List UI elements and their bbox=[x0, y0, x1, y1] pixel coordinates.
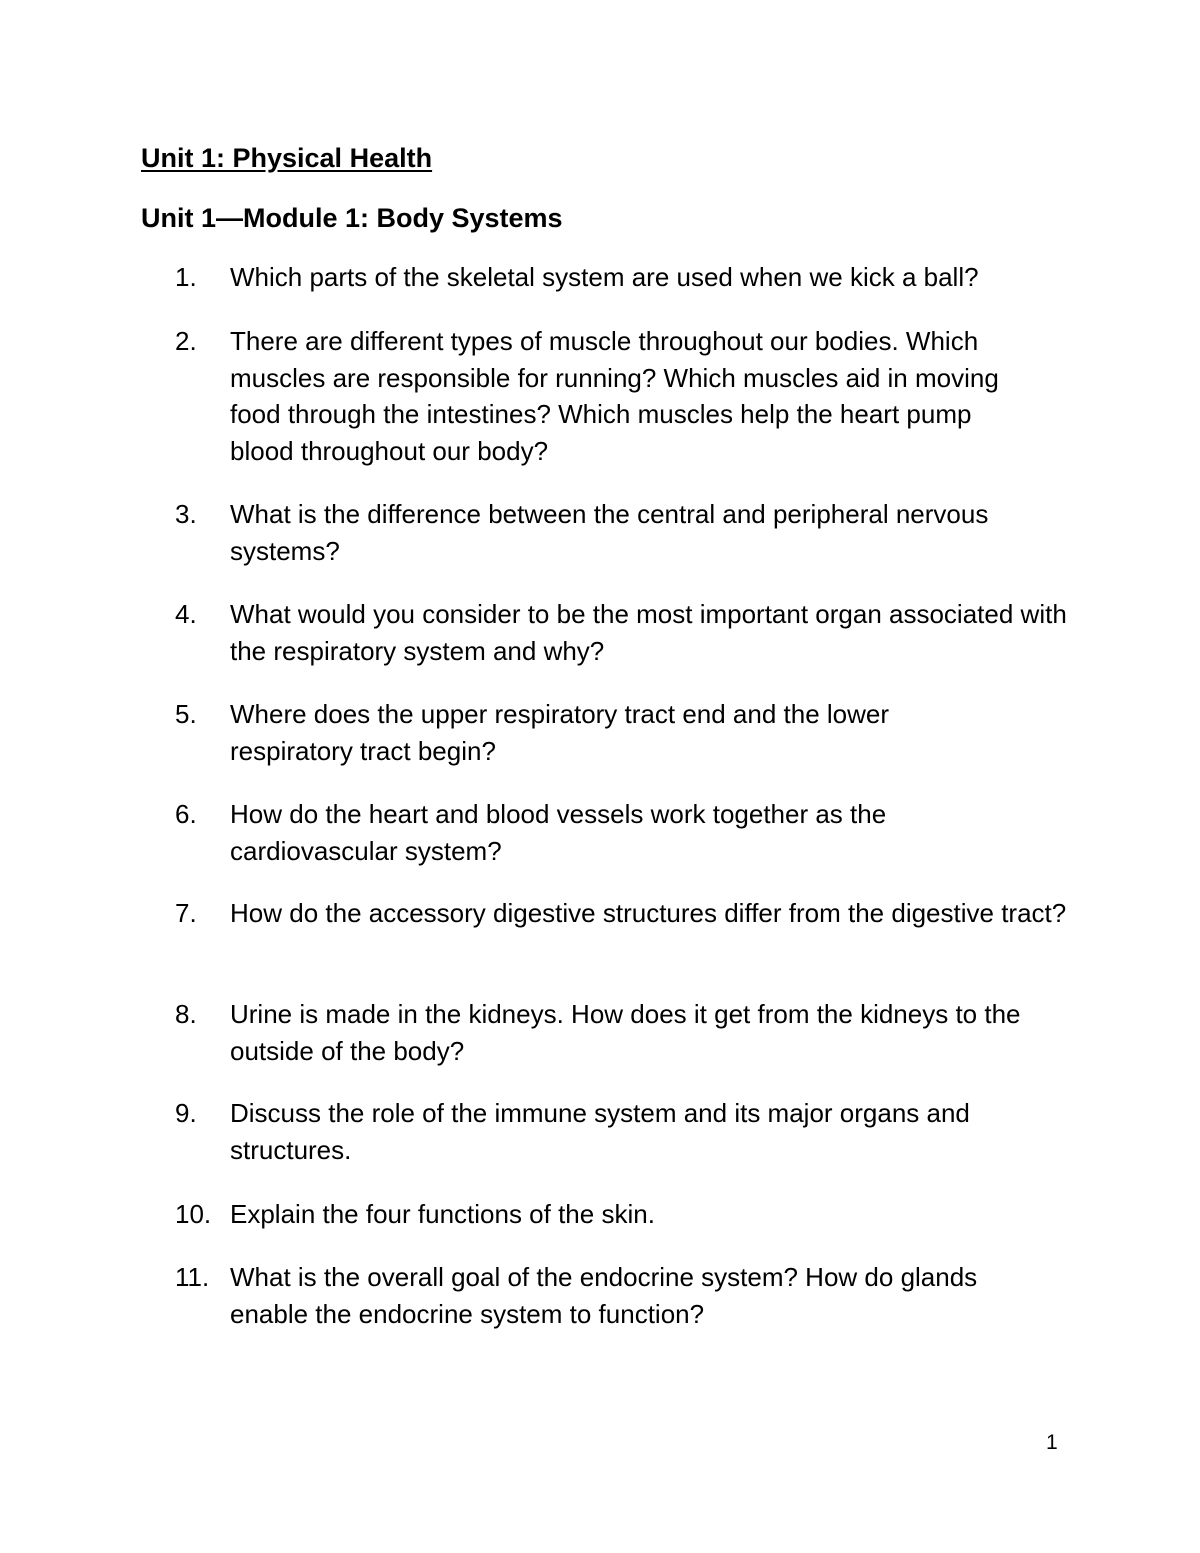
question-text: Where does the upper respiratory tract end and the lower respiratory tract begin? bbox=[230, 699, 890, 766]
question-text: What is the difference between the central and peripheral nervous systems? bbox=[230, 499, 989, 566]
question-text: Urine is made in the kidneys. How does it get from the kidneys to the outside of the body? bbox=[230, 999, 1021, 1066]
question-number: 5. bbox=[175, 699, 197, 729]
question-text: How do the heart and blood vessels work together as the cardiovascular system? bbox=[230, 799, 887, 866]
question-text: Discuss the role of the immune system and its major organs and structures. bbox=[230, 1098, 970, 1165]
question-number: 10. bbox=[175, 1199, 212, 1229]
question-number: 1. bbox=[175, 262, 197, 292]
question-number: 6. bbox=[175, 799, 197, 829]
question-text: Which parts of the skeletal system are used when we kick a ball? bbox=[230, 262, 979, 292]
question-text: How do the accessory digestive structures differ from the digestive tract? bbox=[230, 898, 1067, 928]
module-title: Unit 1—Module 1: Body Systems bbox=[141, 203, 563, 233]
question-number: 4. bbox=[175, 599, 197, 629]
question-number: 9. bbox=[175, 1098, 197, 1128]
page-number: 1 bbox=[1046, 1431, 1058, 1454]
unit-title: Unit 1: Physical Health bbox=[141, 143, 433, 173]
question-number: 3. bbox=[175, 499, 197, 529]
question-text: There are different types of muscle throughout our bodies. Which muscles are responsible for running? Which muscles aid in moving food through the intestines? Which muscles help the heart pump blood throughout our body? bbox=[230, 326, 999, 466]
question-number: 2. bbox=[175, 326, 197, 356]
question-text: Explain the four functions of the skin. bbox=[230, 1199, 655, 1229]
question-number: 11. bbox=[175, 1262, 210, 1292]
question-number: 8. bbox=[175, 999, 197, 1029]
question-number: 7. bbox=[175, 898, 197, 928]
question-text: What would you consider to be the most important organ associated with the respiratory system and why? bbox=[230, 599, 1067, 666]
question-text: What is the overall goal of the endocrine system? How do glands enable the endocrine system to function? bbox=[230, 1262, 978, 1329]
